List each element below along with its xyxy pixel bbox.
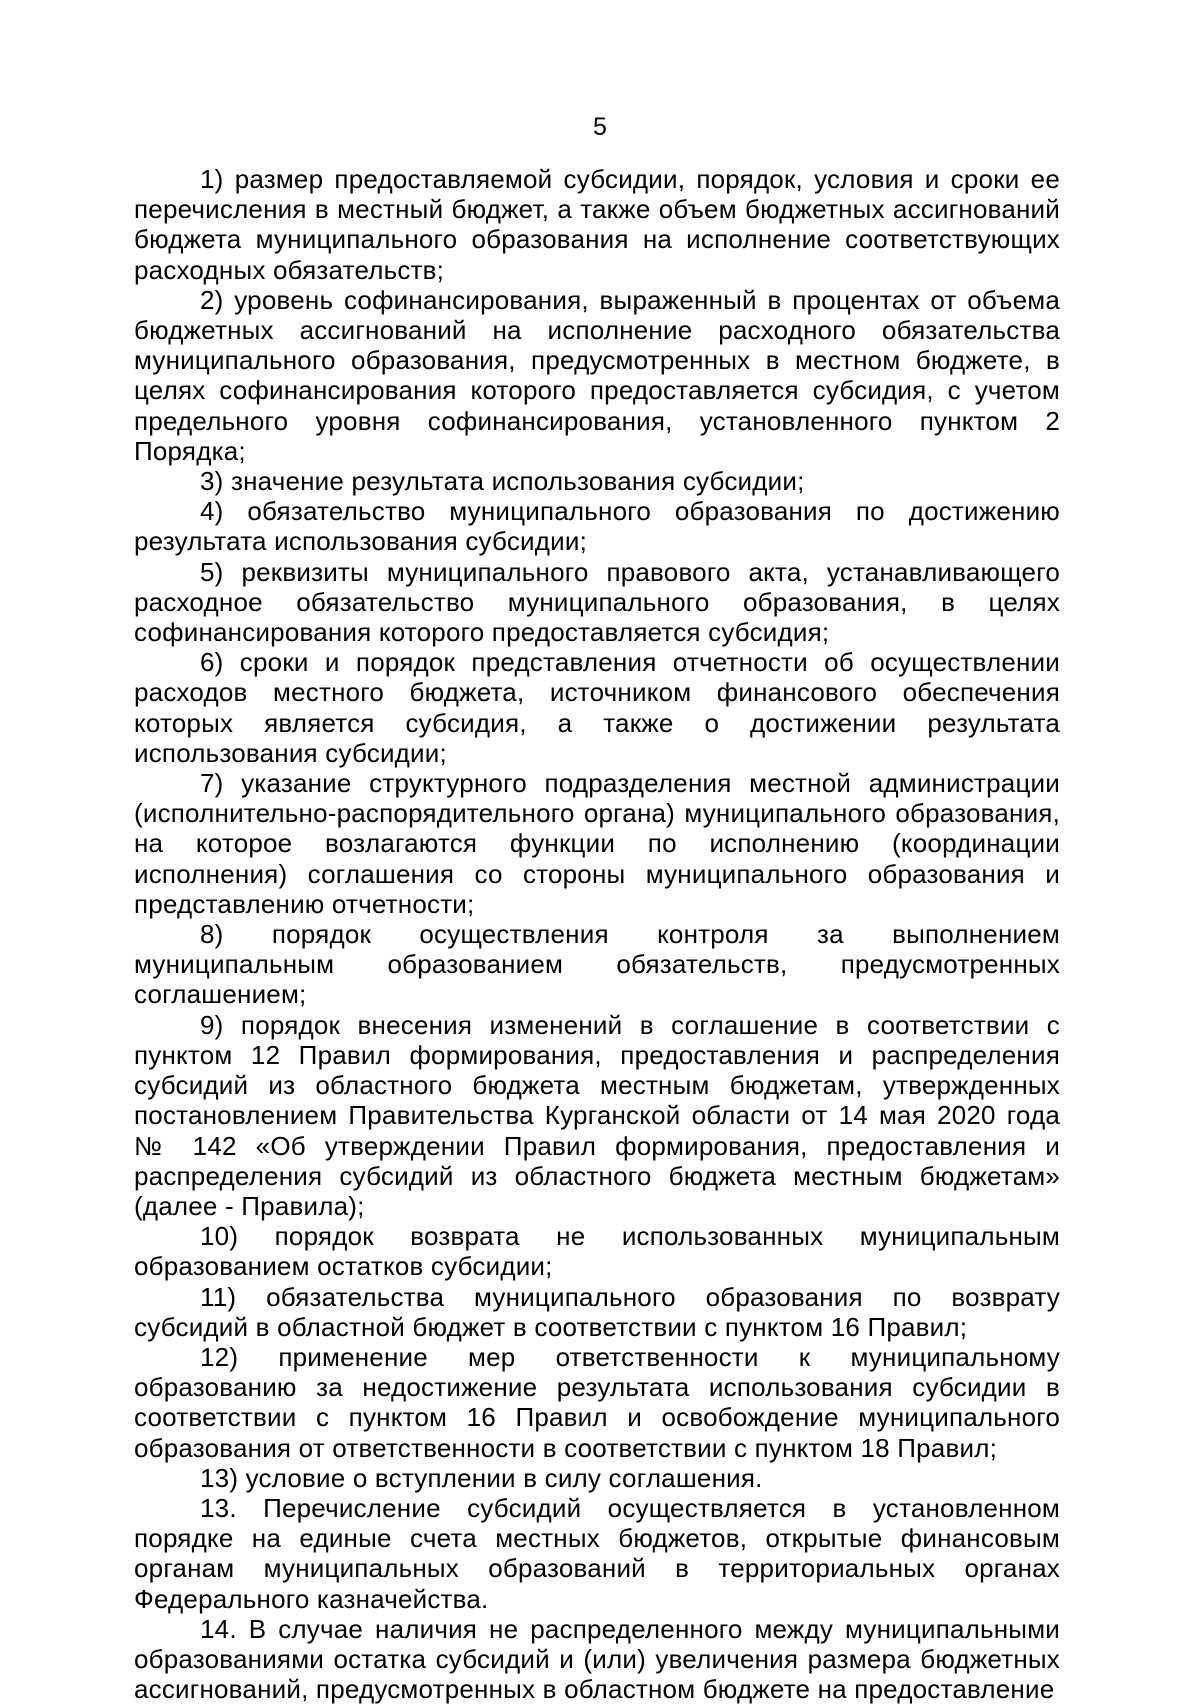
list-item-10: 10) порядок возврата не использованных муниципальным образованием остатков субсидии; bbox=[134, 1221, 1060, 1282]
clause-14: 14. В случае наличия не распределенного между муниципальными образованиями остатка субсидий и (или) увеличения размера бюджетных ассигнований, предусмотренных в областном бюджете на предоставление bbox=[134, 1613, 1060, 1704]
clause-13: 13. Перечисление субсидий осуществляется в установленном порядке на единые счета местных бюджетов, открытые финансовым органам муниципальных образований в территориальных органах Федерального казначейства. bbox=[134, 1492, 1060, 1614]
list-item-2: 2) уровень софинансирования, выраженный в процентах от объема бюджетных ассигнований на исполнение расходного обязательства муниципального образования, предусмотренных в местном бюджете, в целях софинансирования которого предоставляется субсидия, с учетом предельного уровня софинансирования, установленного пунктом 2 Порядка; bbox=[134, 284, 1060, 466]
list-item-4: 4) обязательство муниципального образования по достижению результата использования субсидии; bbox=[134, 496, 1060, 557]
list-item-1: 1) размер предоставляемой субсидии, порядок, условия и сроки ее перечисления в местный бюджет, а также объем бюджетных ассигнований бюджета муниципального образования на исполнение соответствующих расходных обязательств; bbox=[134, 164, 1060, 285]
list-item-12: 12) применение мер ответственности к муниципальному образованию за недостижение результата использования субсидии в соответствии с пунктом 16 Правил и освобождение муниципального образования от ответственности в соответствии с пунктом 18 Правил; bbox=[134, 1341, 1060, 1463]
list-item-7: 7) указание структурного подразделения местной администрации (исполнительно-распорядительного органа) муниципального образования, на которое возлагаются функции по исполнению (координации исполнения) соглашения со стороны муниципального образования и представлению отчетности; bbox=[134, 768, 1060, 919]
page-number: 5 bbox=[593, 113, 607, 141]
list-item-11: 11) обязательства муниципального образования по возврату субсидий в областной бюджет в соответствии с пунктом 16 Правил; bbox=[134, 1281, 1060, 1342]
list-item-13: 13) условие о вступлении в силу соглашения. bbox=[200, 1462, 763, 1493]
list-item-9: 9) порядок внесения изменений в соглашение в соответствии с пунктом 12 Правил формирования, предоставления и распределения субсидий из областного бюджета местным бюджетам, утвержденных постановлением Правительства Курганской области от 14 мая 2020 года № 142 «Об утверждении Правил формирования, предоставления и распределения субсидий из областного бюджета местным бюджетам» (далее - Правила); bbox=[134, 1009, 1060, 1221]
list-item-5: 5) реквизиты муниципального правового акта, устанавливающего расходное обязательство муниципального образования, в целях софинансирования которого предоставляется субсидия; bbox=[134, 556, 1060, 648]
list-item-6: 6) сроки и порядок представления отчетности об осуществлении расходов местного бюджета, источником финансового обеспечения которых является субсидия, а также о достижении результата использования субсидии; bbox=[134, 647, 1060, 768]
list-item-3: 3) значение результата использования субсидии; bbox=[200, 466, 805, 497]
document-body bbox=[134, 164, 1060, 1704]
list-item-8: 8) порядок осуществления контроля за выполнением муниципальным образованием обязательств, предусмотренных соглашением; bbox=[134, 919, 1060, 1010]
